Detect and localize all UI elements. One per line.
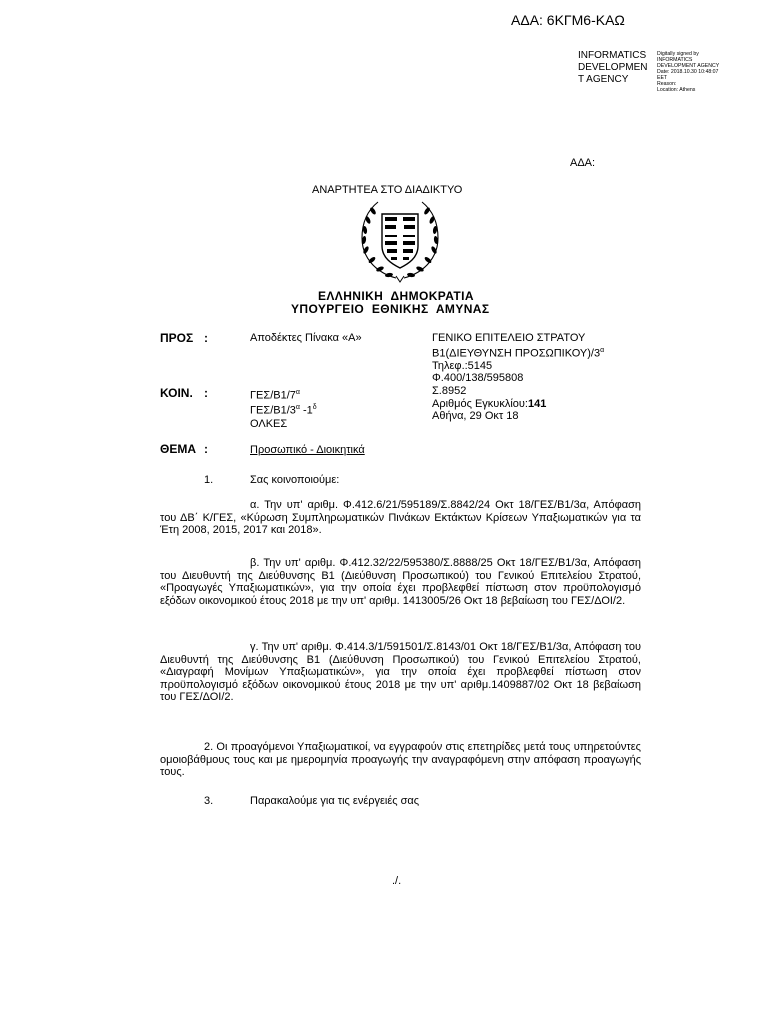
- signature-signer-line: INFORMATICS: [578, 50, 647, 61]
- ada-code: ΑΔΑ: 6ΚΓΜ6-ΚΑΩ: [511, 12, 625, 28]
- koin-line-text: ΓΕΣ/Β1/7: [250, 389, 296, 402]
- subparagraph-c: γ. Την υπ' αριθμ. Φ.414.3/1/591501/Σ.8143/01 Οκτ 18/ΓΕΣ/Β1/3α, Απόφαση του Διευθυντή της Διεύθυνσης Β1 (Διεύθυνση Προσωπικού) του Γενικού Επιτελείου Στρατού, «Διαγραφή Μονίμων Υπαξιωματικών», για την οποία έχει προβλεφθεί πίστωση στον προϋπολογισμό εξόδων οικονομικού έτους 2018 με την υπ' αριθμ.1409887/02 Οκτ 18 βεβαίωση του ΓΕΣ/ΔΟΙ/2.: [160, 641, 641, 704]
- ministry-title: ΥΠΟΥΡΓΕΙΟ ΕΘΝΙΚΗΣ ΑΜΥΝΑΣ: [291, 302, 490, 316]
- paragraph-2: 2. Οι προαγόμενοι Υπαξιωματικοί, να εγγραφούν στις επετηρίδες μετά τους υπηρετούντες ομοιοβάθμους τους και με ημερομηνία προαγωγής την αναγραφόμενη στην απόφαση προαγωγής τους.: [160, 741, 641, 779]
- koin-label: ΚΟΙΝ.: [160, 386, 193, 400]
- thema-label: ΘΕΜΑ: [160, 442, 196, 456]
- koin-colon: :: [204, 386, 208, 400]
- page-continuation: ./.: [392, 875, 402, 887]
- ada-label: ΑΔΑ:: [570, 157, 596, 169]
- paragraph-text: Σας κοινοποιούμε:: [250, 474, 340, 486]
- superscript: α: [295, 404, 300, 412]
- subparagraph-b: β. Την υπ' αριθμ. Φ.412.32/22/595380/Σ.8888/25 Οκτ 18/ΓΕΣ/Β1/3α, Απόφαση του Διευθυντή της Διεύθυνσης Β1 (Διεύθυνση Προσωπικού) του Γενικού Επιτελείου Στρατού, «Προαγωγές Υπαξιωματικών», για την οποία έχει προβλεφθεί πίστωση στον προϋπολογισμό εξόδων οικονομικού έτους 2018 με την υπ' αριθμ. 1413005/26 Οκτ 18 βεβαίωση του ΓΕΣ/ΔΟΙ/2.: [160, 557, 641, 607]
- pros-label: ΠΡΟΣ: [160, 331, 194, 345]
- circular-number: 141: [527, 397, 547, 410]
- subject: Προσωπικό - Διοικητικά: [250, 444, 365, 456]
- koin-line: [250, 402, 317, 417]
- digital-signature-block: [578, 50, 719, 93]
- sender-line: [432, 398, 604, 411]
- coat-of-arms-emblem: [356, 198, 444, 289]
- koin-recipients: [250, 387, 317, 430]
- sender-line: [432, 345, 604, 360]
- signature-detail-line: Location: Athens: [657, 87, 696, 93]
- paragraph-number: 3.: [204, 795, 214, 807]
- circular-number-label: Αριθμός Εγκυκλίου:: [432, 397, 528, 410]
- superscript: α: [295, 389, 300, 396]
- signature-detail-line: Reason:: [657, 81, 677, 87]
- pros-recipients: Αποδέκτες Πίνακα «Α»: [250, 332, 362, 344]
- sender-block: [432, 332, 604, 423]
- sender-line: Σ.8952: [432, 385, 467, 398]
- signature-detail-line: INFORMATICS: [657, 57, 693, 63]
- subparagraph-a: α. Την υπ' αριθμ. Φ.412.6/21/595189/Σ.8842/24 Οκτ 18/ΓΕΣ/Β1/3α, Απόφαση του ΔΒ΄ Κ/ΓΕΣ, «Κύρωση Συμπληρωματικών Πινάκων Εκτάκτων Κρίσεων Υπαξιωματικών για τα Έτη 2008, 2015, 2017 και 2018».: [160, 499, 641, 537]
- koin-line-text: -1: [299, 404, 313, 417]
- signature-signer: [578, 50, 653, 93]
- koin-line: ΟΛΚΕΣ: [250, 417, 288, 430]
- signature-signer-line: T AGENCY: [578, 74, 629, 85]
- sender-line: Τηλεφ.:5145: [432, 359, 493, 372]
- sender-line: Φ.400/138/595808: [432, 372, 524, 385]
- signature-signer-line: DEVELOPMEN: [578, 62, 648, 73]
- republic-title: ΕΛΛΗΝΙΚΗ ΔΗΜΟΚΡΑΤΙΑ: [318, 289, 474, 303]
- koin-line-text: ΓΕΣ/Β1/3: [250, 404, 296, 417]
- publish-notice: ΑΝΑΡΤΗΤΕΑ ΣΤΟ ΔΙΑΔΙΚΤΥΟ: [312, 184, 463, 196]
- sender-line: ΓΕΝΙΚΟ ΕΠΙΤΕΛΕΙΟ ΣΤΡΑΤΟΥ: [432, 332, 586, 344]
- superscript: δ: [312, 404, 317, 412]
- paragraph-text: Παρακαλούμε για τις ενέργειές σας: [250, 795, 420, 807]
- sender-line: Αθήνα, 29 Οκτ 18: [432, 410, 519, 423]
- superscript: α: [600, 346, 605, 354]
- sender-line-text: Β1(ΔΙΕΥΘΥΝΣΗ ΠΡΟΣΩΠΙΚΟΥ)/3: [432, 347, 601, 360]
- koin-line: [250, 387, 317, 402]
- signature-detail-line: DEVELOPMENT AGENCY: [657, 63, 720, 69]
- signature-detail-line: EET: [657, 75, 668, 81]
- paragraph-number: 1.: [204, 474, 214, 486]
- signature-detail-line: Digitally signed by: [657, 51, 699, 57]
- thema-colon: :: [204, 442, 208, 456]
- pros-colon: :: [204, 331, 208, 345]
- signature-details: [657, 51, 719, 93]
- signature-detail-line: Date: 2018.10.30 10:48:07: [657, 69, 719, 75]
